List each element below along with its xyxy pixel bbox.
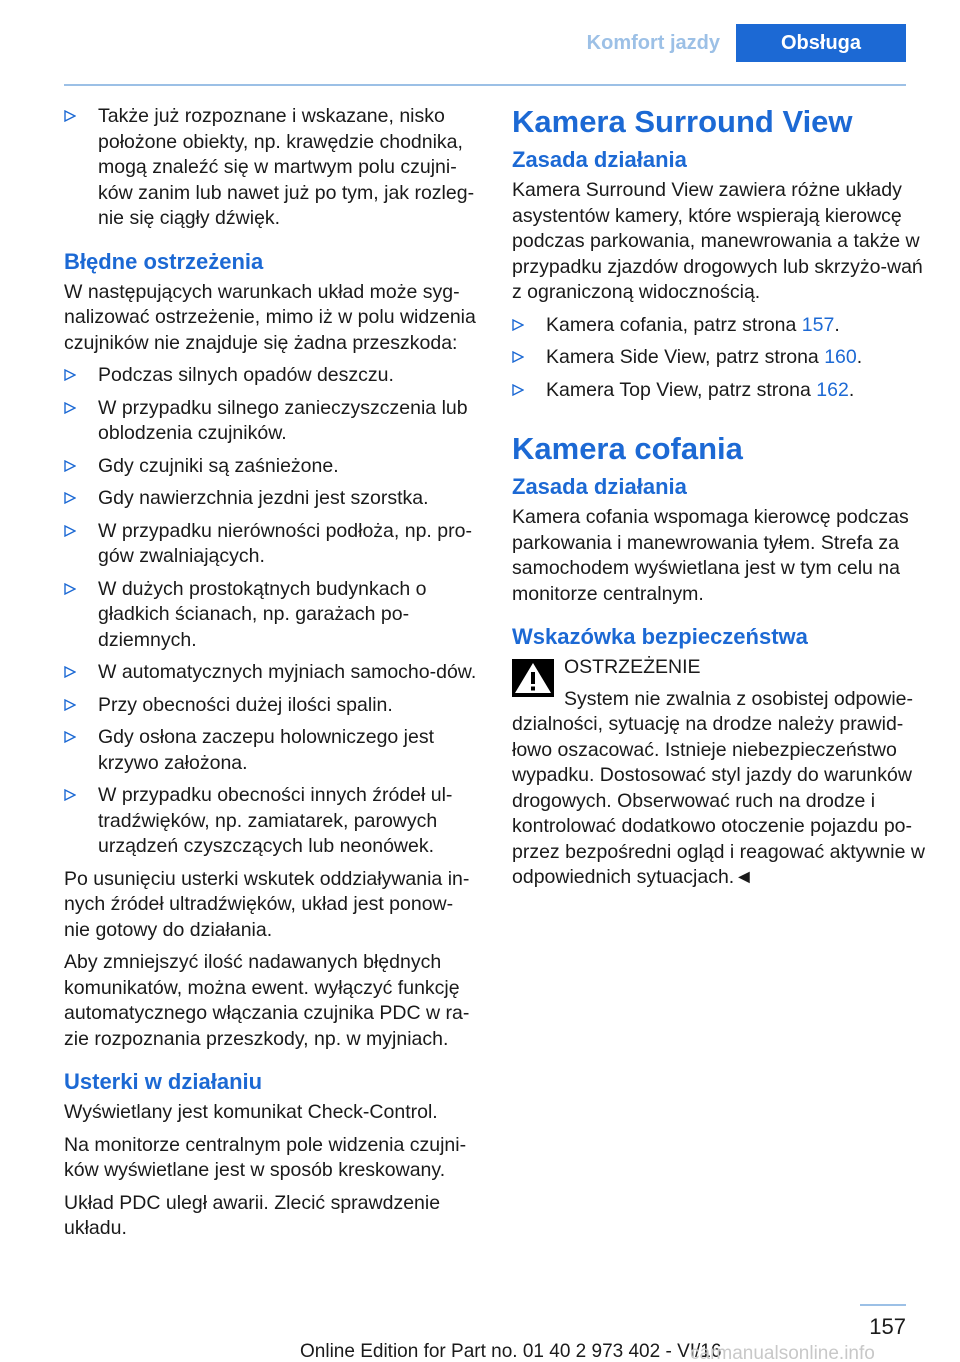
bullet-list-top <box>64 104 478 232</box>
triangle-right-icon <box>64 666 76 678</box>
left-column <box>64 104 478 1249</box>
list-item <box>64 660 478 686</box>
list-item-text: Podczas silnych opadów deszczu. <box>98 364 394 386</box>
list-item-text: Także już rozpoznane i wskazane, nisko położone obiekty, np. krawędzie chodnika, mogą znaleźć się w martwym polu czujni-ków zanim lub nawet już po tym, jak rozleg-nie się ciągły dźwięk. <box>98 105 475 229</box>
watermark-text: carmanualsonline.info <box>690 1343 875 1362</box>
list-item-end: . <box>834 313 840 336</box>
triangle-right-icon <box>64 492 76 504</box>
paragraph-recovery: Po usunięciu usterki wskutek oddziaływania in-nych źródeł ultradźwięków, układ jest ponow-nie gotowy do działania. <box>64 867 470 941</box>
list-item <box>64 783 478 860</box>
triangle-right-icon <box>512 384 524 396</box>
list-item <box>64 396 478 447</box>
list-item <box>64 519 478 570</box>
list-item <box>64 486 478 512</box>
surround-principle-heading: Zasada działania <box>512 147 687 172</box>
malfunction-text-2: Na monitorze centralnym pole widzenia czujni-ków wyświetlane jest w sposób kreskowany. <box>64 1133 467 1181</box>
triangle-right-icon <box>64 402 76 414</box>
paragraph-reduce-alarms: Aby zmniejszyć ilość nadawanych błędnych komunikatów, można ewent. wyłączyć funkcję automatycznego włączania czujnika PDC w ra-zie rozpoznania przeszkody, np. w myjniach. <box>64 951 470 1050</box>
list-item-text: W przypadku nierówności podłoża, np. pro-gów zwalniających. <box>98 519 472 567</box>
triangle-right-icon <box>64 699 76 711</box>
edition-text: Online Edition for Part no. 01 40 2 973 402 - VI/16 <box>300 1341 722 1362</box>
surround-principle-text: Kamera Surround View zawiera różne układy asystentów kamery, które wspierają kierowcę podczas parkowania, manewrowania a także w przypadku zjazdów drogowych lub skrzyżo-wań z ograniczoną widocznością. <box>512 179 923 303</box>
warning-title: OSTRZEŻENIE <box>564 656 701 678</box>
false-alarms-intro: W następujących warunkach układ może syg-nalizować ostrzeżenie, mimo iż w polu widzenia czujników nie znajduje się żadna przeszkoda: <box>64 280 476 354</box>
page-link[interactable]: 157 <box>801 313 835 336</box>
list-item-text: Kamera Top View, patrz strona <box>546 378 817 401</box>
list-item <box>512 345 926 371</box>
rear-principle-heading: Zasada działania <box>512 474 687 499</box>
list-item-text: Gdy osłona zaczepu holowniczego jest krzywo założona. <box>98 726 435 774</box>
right-column <box>512 104 926 891</box>
page-header <box>0 24 960 62</box>
surround-view-heading: Kamera Surround View <box>512 104 853 139</box>
false-alarms-heading: Błędne ostrzeżenia <box>64 248 264 274</box>
list-item <box>64 454 478 480</box>
list-item <box>64 577 478 654</box>
malfunction-text-3: Układ PDC uległ awarii. Zlecić sprawdzenie układu. <box>64 1191 441 1239</box>
safety-heading: Wskazówka bezpieczeństwa <box>512 624 808 649</box>
triangle-right-icon <box>64 110 76 122</box>
warning-text: dzialności, sytuację na drodze należy prawid-łowo oszacować. Istnieje niebezpieczeństwo wypadku. Dostosować styl jazdy do warunków drogowych. Obserwować ruch na drodze i kontrolować dodatkowo otoczenie pojazdu po-przez bezpośredni ogląd i reagować aktywnie w odpowiednich sytuacjach.◄ <box>512 713 925 888</box>
page-link[interactable]: 160 <box>824 346 857 368</box>
list-item <box>64 725 478 776</box>
triangle-right-icon <box>64 789 76 801</box>
page-number: 157 <box>869 1314 906 1339</box>
list-item-end: . <box>856 346 863 368</box>
list-item-text: Kamera cofania, patrz strona <box>546 313 802 336</box>
list-item <box>64 693 478 719</box>
list-item <box>512 378 926 404</box>
list-item-text: Przy obecności dużej ilości spalin. <box>98 693 393 716</box>
surround-camera-list <box>512 313 926 404</box>
rear-principle-text: Kamera cofania wspomaga kierowcę podczas parkowania i manewrowania tyłem. Strefa za samochodem wyświetlana jest w tym celu na monitorze centralnym. <box>512 506 909 605</box>
warning-box <box>512 655 926 891</box>
footer-divider <box>860 1304 906 1306</box>
triangle-right-icon <box>512 319 524 331</box>
malfunction-text-1: Wyświetlany jest komunikat Check-Control. <box>64 1101 438 1123</box>
list-item <box>64 363 478 389</box>
triangle-right-icon <box>64 583 76 595</box>
triangle-right-icon <box>64 460 76 472</box>
list-item-text: W automatycznych myjniach samocho-dów. <box>98 661 477 683</box>
list-item-text: W przypadku obecności innych źródeł ul-tradźwięków, np. zamiatarek, parowych urządzeń czyszczących lub neonówek. <box>98 784 453 857</box>
triangle-right-icon <box>64 369 76 381</box>
header-divider <box>64 84 906 86</box>
header-section-label: Komfort jazdy <box>586 32 720 54</box>
warning-triangle-icon <box>512 659 554 697</box>
header-chapter-tab: Obsługa <box>736 24 906 62</box>
list-item-end: . <box>848 378 855 401</box>
list-item <box>64 104 478 232</box>
list-item-text: Gdy czujniki są zaśnieżone. <box>98 454 339 477</box>
false-alarms-list <box>64 363 478 860</box>
list-item-text: W przypadku silnego zanieczyszczenia lub oblodzenia czujników. <box>98 396 468 444</box>
malfunction-heading: Usterki w działaniu <box>64 1069 263 1094</box>
triangle-right-icon <box>512 351 524 363</box>
page-link[interactable]: 162 <box>816 378 849 401</box>
list-item-text: W dużych prostokątnych budynkach o gładkich ścianach, np. garażach po-dziemnych. <box>98 577 427 651</box>
list-item-text: Gdy nawierzchnia jezdni jest szorstka. <box>98 487 429 509</box>
list-item-text: Kamera Side View, patrz strona <box>546 346 825 368</box>
warning-text-first: System nie zwalnia z osobistej odpowie- <box>564 687 914 710</box>
triangle-right-icon <box>64 525 76 537</box>
rear-camera-heading: Kamera cofania <box>512 431 743 466</box>
triangle-right-icon <box>64 731 76 743</box>
list-item <box>512 313 926 339</box>
